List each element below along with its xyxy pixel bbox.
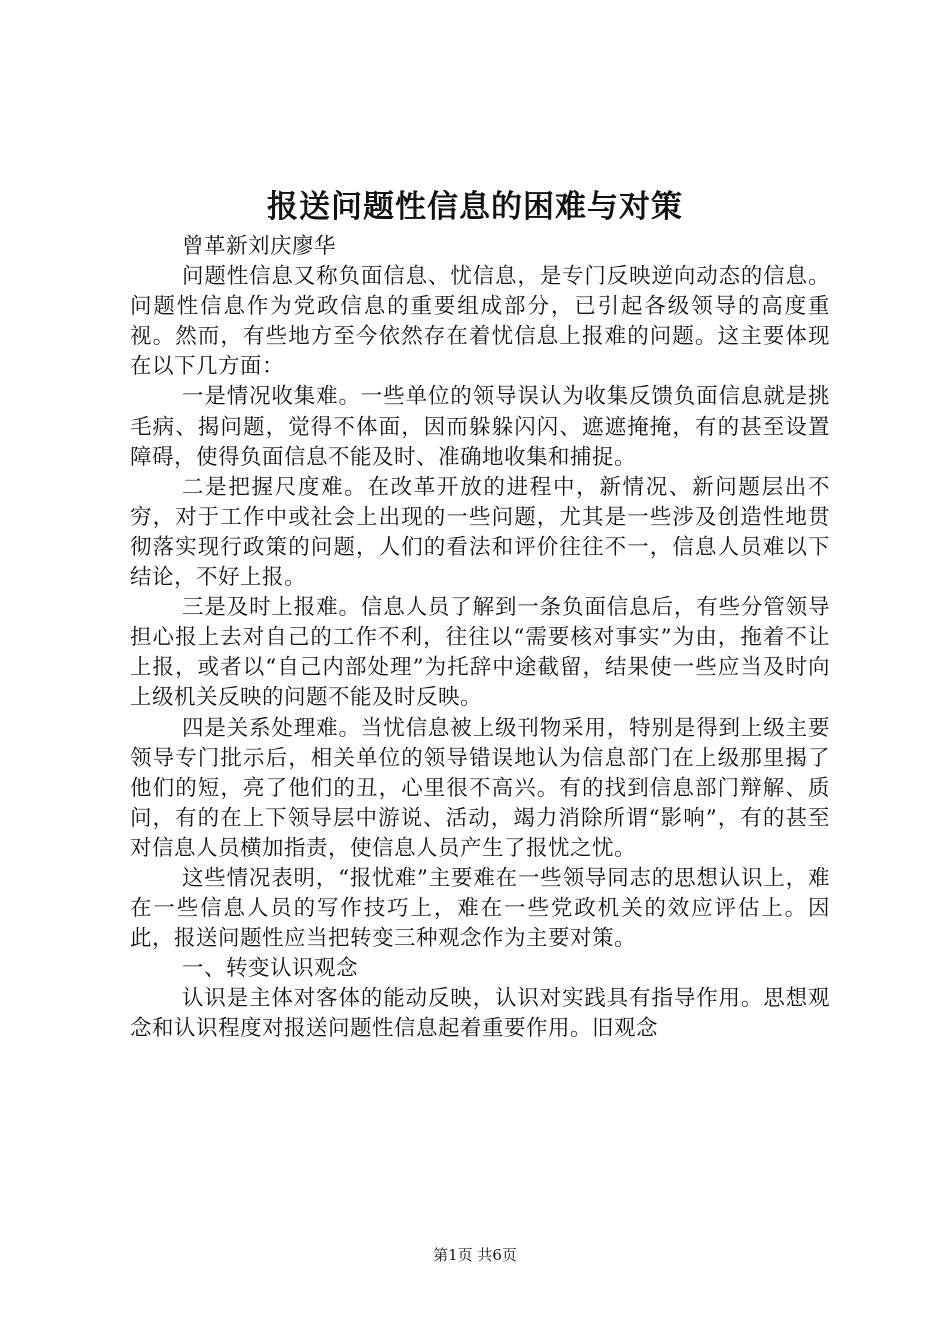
- point-two-paragraph: 二是把握尺度难。在改革开放的进程中，新情况、新问题层出不穷，对于工作中或社会上出现的一些问题，尤其是一些涉及创造性地贯彻落实现行政策的问题，人们的看法和评价往往不一，信息人员难以下结论，不好上报。: [130, 474, 830, 591]
- point-four-paragraph: 四是关系处理难。当忧信息被上级刊物采用，特别是得到上级主要领导专门批示后，相关单位的领导错误地认为信息部门在上级那里揭了他们的短，亮了他们的丑，心里很不高兴。有的找到信息部门辩解、质问，有的在上下领导层中游说、活动，竭力消除所谓“影响”，有的甚至对信息人员横加指责，使信息人员产生了报忧之忧。: [130, 715, 830, 861]
- page-footer: 第1页 共6页: [433, 1246, 517, 1264]
- intro-paragraph: 问题性信息又称负面信息、忧信息，是专门反映逆向动态的信息。问题性信息作为党政信息的重要组成部分，已引起各级领导的高度重视。然而，有些地方至今依然存在着忧信息上报难的问题。这主要体现在以下几方面：: [130, 264, 830, 380]
- section-paragraph: 认识是主体对客体的能动反映，认识对实践具有指导作用。思想观念和认识程度对报送问题性信息起着重要作用。旧观念: [130, 986, 830, 1042]
- document-body: [130, 232, 830, 1045]
- document-title: 报送问题性信息的困难与对策: [267, 189, 683, 225]
- point-three-paragraph: 三是及时上报难。信息人员了解到一条负面信息后，有些分管领导担心报上去对自己的工作不利，往往以“需要核对事实”为由，拖着不让上报，或者以“自己内部处理”为托辞中途截留，结果使一些应当及时向上级机关反映的问题不能及时反映。: [130, 595, 830, 711]
- section-heading: 一、转变认识观念: [182, 956, 359, 982]
- point-one-paragraph: 一是情况收集难。一些单位的领导误认为收集反馈负面信息就是挑毛病、揭问题，觉得不体面，因而躲躲闪闪、遮遮掩掩，有的甚至设置障碍，使得负面信息不能及时、准确地收集和捕捉。: [130, 384, 830, 470]
- summary-paragraph: 这些情况表明，“报忧难”主要难在一些领导同志的思想认识上，难在一些信息人员的写作技巧上，难在一些党政机关的效应评估上。因此，报送问题性应当把转变三种观念作为主要对策。: [130, 865, 830, 952]
- author-line: 曾革新刘庆廖华: [182, 234, 337, 259]
